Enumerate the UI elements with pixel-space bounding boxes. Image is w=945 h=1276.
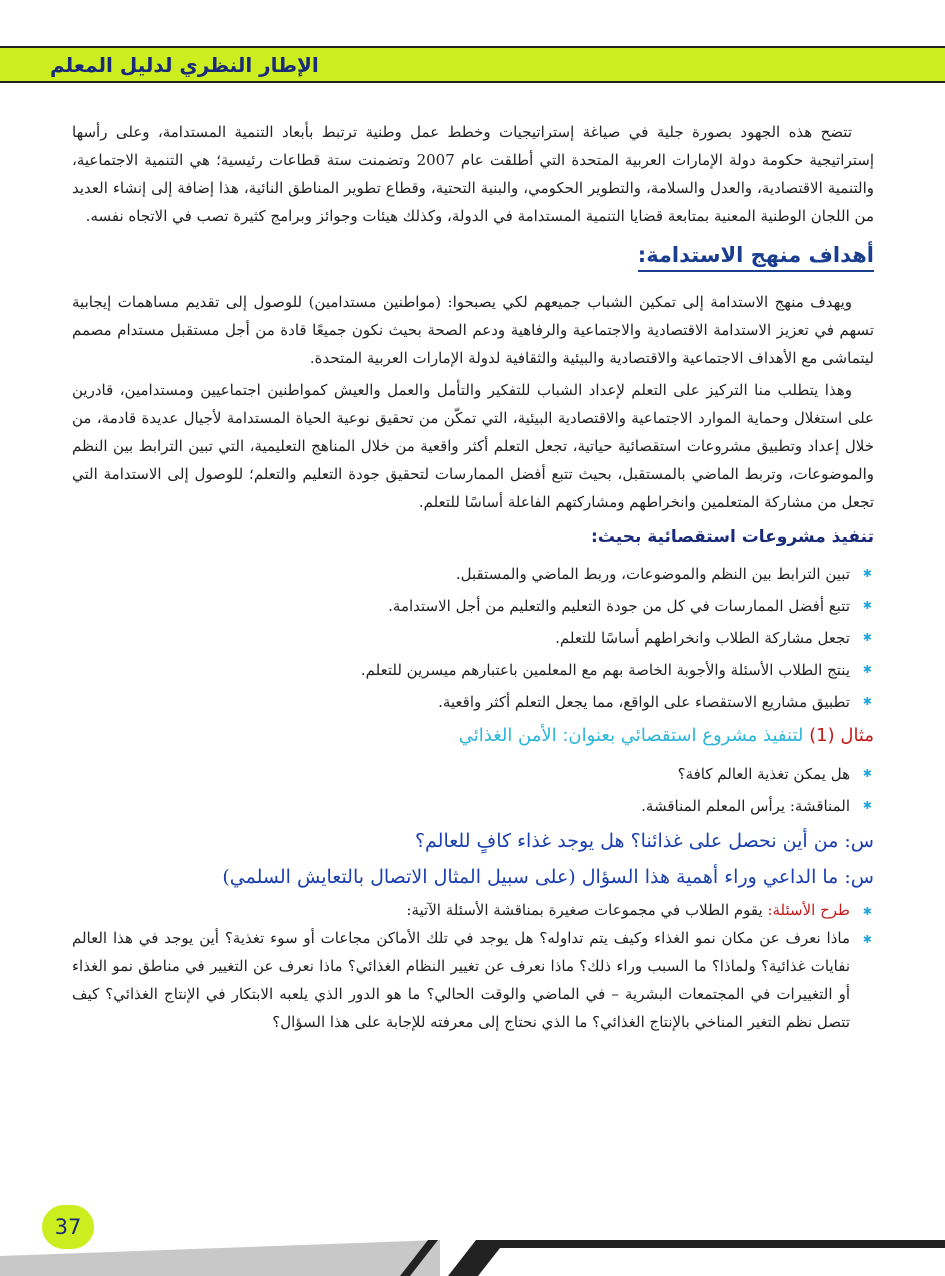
list-item: ✱ تطبيق مشاريع الاستقصاء على الواقع، مما يجعل التعلم أكثر واقعية. <box>72 686 874 718</box>
list-item: ✱ تبين الترابط بين النظم والموضوعات، وربط الماضي والمستقبل. <box>72 558 874 590</box>
example-word: مثال <box>840 725 874 746</box>
page-content <box>72 118 874 1036</box>
goals-paragraph-2: وهذا يتطلب منا التركيز على التعلم لإعداد الشباب للتفكير والتأمل والعمل والعيش كمواطنين اجتماعيين ومستدامين، قادرين على استغلال وحماية الموارد الاجتماعية والاقتصادية البيئية، التي تمكّن من تحقيق نوعية الحياة المستدامة لأجيال عديدة قادمة، من خلال إعداد وتطبيق مشروعات استقصائية حياتية، تجعل التعلم أكثر واقعية من خلال المناهج التعليمية، التي تبين الترابط بين النظم والموضوعات، وتربط الماضي بالمستقبل، بحيث تتبع أفضل الممارسات لتحقيق جودة التعليم والتعلم؛ للوصول إلى الاستدامة التي تجعل من مشاركة المتعلمين وانخراطهم ومشاركتهم الفاعلة أساسًا للتعلم. <box>72 381 875 511</box>
list-item: ✱ هل يمكن تغذية العالم كافة؟ <box>72 758 874 790</box>
bullet-star-icon: ✱ <box>862 599 872 612</box>
discussion-bullet-list <box>72 896 874 1036</box>
bullet-star-icon: ✱ <box>862 767 872 780</box>
question-1: س: من أين نحصل على غذائنا؟ هل يوجد غذاء كافٍ للعالم؟ <box>414 830 874 852</box>
bullet-star-icon: ✱ <box>862 799 872 812</box>
list-item: ✱ ماذا نعرف عن مكان نمو الغذاء وكيف يتم تداوله؟ هل يوجد في تلك الأماكن مجاعات أو سوء تغذية؟ أين يوجد في هذا العالم نفايات غذائية؟ ولماذا؟ ما السبب وراء ذلك؟ ماذا نعرف عن تغيير النظام الغذائي؟ ماذا نعرف عن التغيير في مناطق نمو الغذاء أو التغييرات في المجتمعات البشرية – في الماضي والوقت الحالي؟ ما هو الدور الذي يلعبه الابتكار في الإنتاج الغذائي؟ كيف تتصل نظم التغير المناخي بالإنتاج الغذائي؟ ما الذي نحتاج إلى معرفته للإجابة على هذا السؤال؟ <box>72 924 874 1036</box>
page-header-title: الإطار النظري لدليل المعلم <box>50 53 319 77</box>
goals-paragraph-1: ويهدف منهج الاستدامة إلى تمكين الشباب جميعهم لكي يصبحوا: (مواطنين مستدامين) للوصول إلى تقديم مساهمات إيجابية تسهم في تعزيز الاستدامة الاقتصادية والاجتماعية والرفاهية ودعم الصحة بحيث نكون جميعًا قادة من أجل مستقبل مستدام مصمم ليتماشى مع الأهداف الاجتماعية والاقتصادية والبيئية والثقافية لدولة الإمارات العربية المتحدة. <box>72 293 874 367</box>
bullet-star-icon: ✱ <box>862 905 872 918</box>
intro-paragraph: تتضح هذه الجهود بصورة جلية في صياغة إستراتيجيات وخطط عمل وطنية ترتبط بأبعاد التنمية المستدامة، وعلى رأسها إستراتيجية حكومة دولة الإمارات العربية المتحدة التي أطلقت عام 2007 وتضمنت ستة قطاعات رئيسية؛ هي التنمية الاجتماعية، والتنمية الاقتصادية، والعدل والسلامة، والتطوير الحكومي، والبنية التحتية، وقطاع تطوير المناطق النائية، هذا إضافة إلى إنشاء العديد من اللجان الوطنية المعنية بمتابعة قضايا التنمية المستدامة في الدولة، وكذلك هيئات وجوائز وبرامج كثيرة تصب في الاتجاه نفسه. <box>72 123 874 225</box>
example-heading <box>72 720 874 752</box>
page-number: 37 <box>40 1203 96 1251</box>
example-bullet-list <box>72 758 874 822</box>
tarh-text: يقوم الطلاب في مجموعات صغيرة بمناقشة الأسئلة الآتية: <box>406 901 768 919</box>
list-item: ✱ المناقشة: يرأس المعلم المناقشة. <box>72 790 874 822</box>
list-item <box>72 896 874 924</box>
list-item: ✱ تجعل مشاركة الطلاب وانخراطهم أساسًا للتعلم. <box>72 622 874 654</box>
projects-bullet-list <box>72 558 874 718</box>
example-title: لتنفيذ مشروع استقصائي بعنوان: الأمن الغذائي <box>458 725 804 746</box>
question-2: س: ما الداعي وراء أهمية هذا السؤال (على سبيل المثال الاتصال بالتعايش السلمي) <box>222 866 874 888</box>
bullet-star-icon: ✱ <box>862 567 872 580</box>
list-item: ✱ ينتج الطلاب الأسئلة والأجوبة الخاصة بهم مع المعلمين باعتبارهم ميسرين للتعلم. <box>72 654 874 686</box>
example-number: (1) <box>809 725 835 746</box>
bullet-star-icon: ✱ <box>862 933 872 946</box>
bullet-star-icon: ✱ <box>862 663 872 676</box>
goals-heading: أهداف منهج الاستدامة: <box>638 240 874 272</box>
tarh-label: طرح الأسئلة: <box>767 901 850 919</box>
list-item: ✱ تتبع أفضل الممارسات في كل من جودة التعليم والتعليم من أجل الاستدامة. <box>72 590 874 622</box>
bullet-star-icon: ✱ <box>862 631 872 644</box>
footer-white-inset <box>478 1248 945 1276</box>
goals-heading-wrap <box>72 236 874 288</box>
projects-heading: تنفيذ مشروعات استقصائية بحيث: <box>591 527 874 547</box>
bullet-star-icon: ✱ <box>862 695 872 708</box>
footer-decoration <box>0 1236 945 1276</box>
